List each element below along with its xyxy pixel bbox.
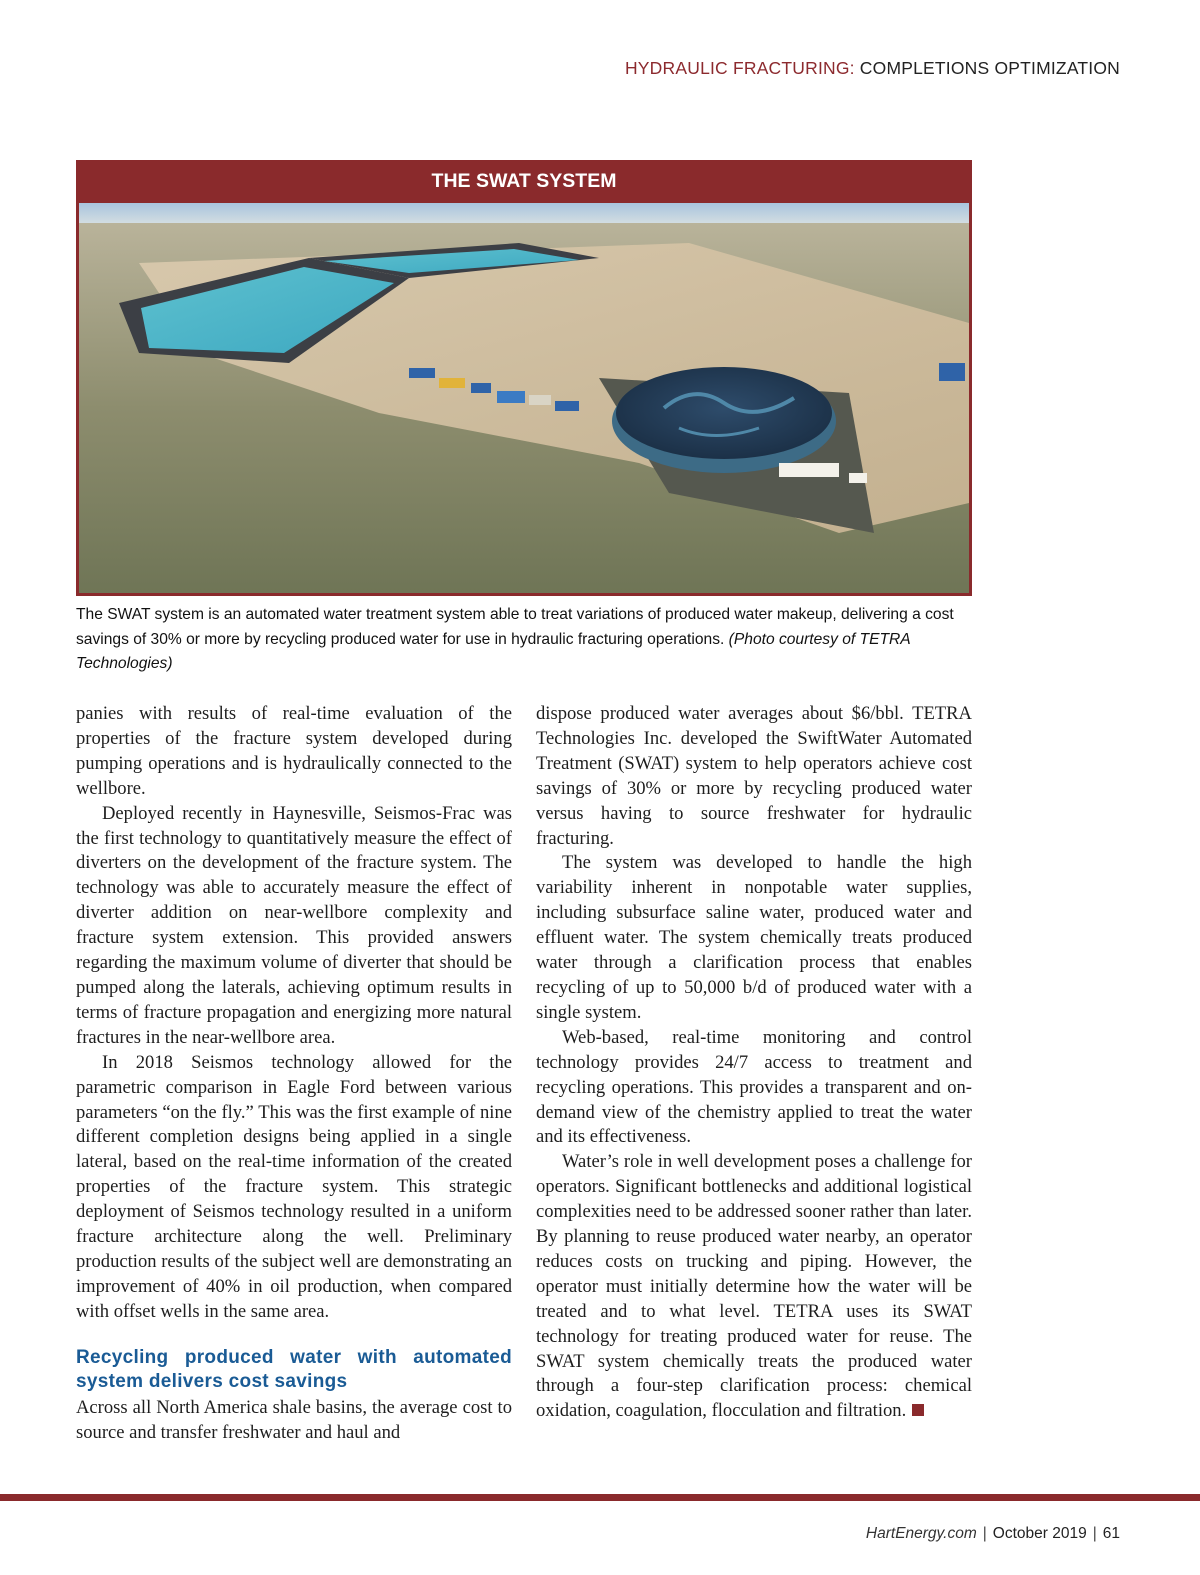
body-paragraph: In 2018 Seismos technology allowed for the parametric comparison in Eagle Ford between various parameters “on the fly.” This was the first example of nine different completion designs being applied in a single lateral, based on the real-time information of the created properties of the fracture system. This strategic deployment of Seismos technology resulted in a uniform fracture architecture along the well. Preliminary production results of the subject well are demonstrating an improvement of 40% in oil production, when compared with offset wells in the same area. — [76, 1051, 512, 1322]
header-section: HYDRAULIC FRACTURING: — [624, 58, 855, 78]
body-paragraph-text: Water’s role in well development poses a challenge for operators. Significant bottlenecks and additional logistical complexities need to be addressed sooner rather than later. By planning to reuse produced water nearby, an operator reduces costs on trucking and piping. However, the operator must initially determine how the water will be treated and to what level. TETRA uses its SWAT technology for treating produced water for reuse. The SWAT system chemically treats the produced water through a four-step clarification process: chemical oxidation, coagulation, flocculation and filtration. — [536, 1151, 972, 1422]
right-column — [536, 702, 972, 1424]
left-column — [76, 702, 512, 1445]
equipment-container — [555, 401, 579, 411]
equipment-container — [529, 395, 551, 405]
body-paragraph: Web-based, real-time monitoring and control technology provides 24/7 access to treatment and recycling operations. This provides a transparent and on-demand view of the chemistry applied to treat the water and its effectiveness. — [536, 1026, 972, 1148]
caption-text: The SWAT system is an automated water treatment system able to treat variations of produced water makeup, delivering a cost savings of 30% or more by recycling produced water for use in hydraulic fracturing operations. — [76, 606, 954, 648]
body-paragraph: The system was developed to handle the high variability inherent in nonpotable water supplies, including subsurface saline water, produced water and effluent water. The system chemically treats produced water through a clarification process that enables recycling of up to 50,000 b/d of produced water with a single system. — [536, 852, 972, 1023]
footer-separator: | — [982, 1525, 987, 1542]
body-paragraph: dispose produced water averages about $6/bbl. TETRA Technologies Inc. developed the SwiftWater Automated Treatment (SWAT) system to help operators achieve cost savings of 30% or more by recycling produced water versus having to source freshwater for hydraulic fracturing. — [536, 703, 972, 849]
page-footer — [866, 1525, 1120, 1543]
footer-rule — [0, 1494, 1200, 1501]
aerial-photo-illustration — [79, 203, 969, 593]
header-topic: COMPLETIONS OPTIMIZATION — [854, 58, 1120, 78]
equipment-container — [409, 368, 435, 378]
footer-site: HartEnergy.com — [865, 1525, 977, 1542]
equipment-container — [497, 391, 525, 403]
equipment-container — [471, 383, 491, 393]
figure-sidebar — [76, 160, 972, 596]
figure-title: THE SWAT SYSTEM — [431, 170, 617, 192]
storage-totes — [779, 463, 839, 477]
section-subhead: Recycling produced water with automated system delivers cost savings — [76, 1346, 512, 1392]
equipment-container — [439, 378, 465, 388]
body-paragraph: Across all North America shale basins, the average cost to source and transfer freshwater and haul and — [76, 1396, 512, 1443]
photo-credit: (Photo courtesy of TETRA Technologies) — [76, 630, 911, 672]
page-number: 61 — [1102, 1525, 1120, 1542]
running-header — [625, 58, 1120, 79]
figure-caption — [76, 603, 972, 677]
end-mark-icon — [912, 1404, 924, 1416]
body-paragraph-final — [536, 1150, 972, 1424]
aerial-photo — [79, 203, 969, 593]
storage-totes — [849, 473, 867, 483]
remote-equipment — [939, 363, 965, 381]
body-paragraph: Deployed recently in Haynesville, Seismos-Frac was the first technology to quantitatively measure the effect of diverters on the development of the fracture system. The technology was able to accurately measure the effect of diverter addition on near-wellbore complexity and fracture system extension. This provided answers regarding the maximum volume of diverter that should be pumped along the laterals, achieving optimum results in terms of fracture propagation and energizing more natural fractures in the near-wellbore area. — [76, 802, 512, 1048]
sky — [79, 203, 969, 225]
body-paragraph: panies with results of real-time evaluation of the properties of the fracture system developed during pumping operations and is hydraulically connected to the wellbore. — [76, 703, 512, 799]
treatment-tank — [616, 367, 832, 459]
footer-separator: | — [1092, 1525, 1097, 1542]
footer-issue: October 2019 — [992, 1525, 1087, 1542]
